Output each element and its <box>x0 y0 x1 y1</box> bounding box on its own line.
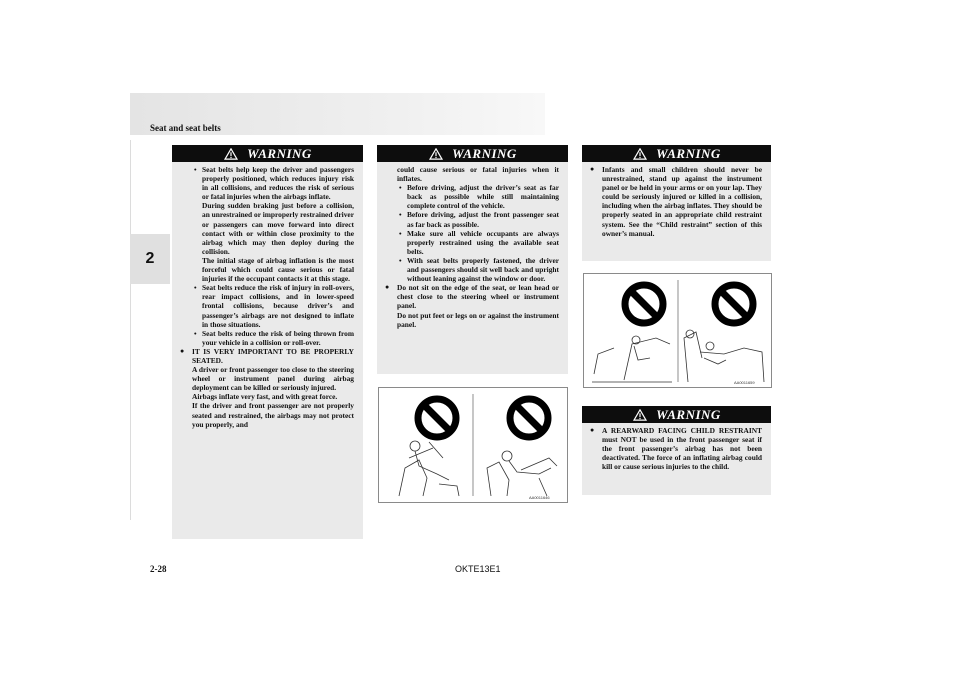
list-item: • Seat belts help keep the driver and passengers properly positioned, which reduces injury risk in all collisions, and reduces the risk of serious or fatal injuries when the airbags inflate. During sudden braking just before a collision, an unrestrained or improperly restrained driver or passengers can move forward into direct contact with or within close proximity to the airbag which may then deploy during the collision. The initial stage of airbag inflation is the most forceful which could cause serious or fatal injuries if the occupant contacts it at this stage. <box>192 165 354 283</box>
warning-triangle-icon <box>632 148 648 160</box>
section-title: Seat and seat belts <box>150 123 221 133</box>
list-item: • Make sure all vehicle occupants are always properly restrained using the available seat belts. <box>397 229 559 256</box>
list-item: • Seat belts reduce the risk of being thrown from your vehicle in a collision or roll-over. <box>192 329 354 347</box>
list-item: • Before driving, adjust the front passenger seat as far back as possible. <box>397 210 559 228</box>
prohibited-icon <box>418 399 456 437</box>
warning-triangle-icon <box>632 409 648 421</box>
illustration-child-unrestrained <box>583 273 772 388</box>
list-item: ● Do not sit on the edge of the seat, or lean head or chest close to the steering wheel or instrument panel. Do not put feet or legs on or against the instrument panel. <box>385 283 559 328</box>
warning-triangle-icon <box>223 148 239 160</box>
prohibited-icon <box>625 285 663 323</box>
warning-box-4 <box>582 406 771 495</box>
warning-box-3 <box>582 145 771 261</box>
prohibited-icon <box>715 285 753 323</box>
warning-box-1 <box>172 145 363 539</box>
warning-content: could cause serious or fatal injuries when it inflates. • Before driving, adjust the driver’s seat as far back as possible while still maintaining complete control of the vehicle. • Before driving, adjust the front passenger seat as far back as possible. • Make sure all vehicle occupants are always properly restrained using the available seat belts. • With seat belts properly fastened, the driver and passengers should sit well back and upright without leaning against the window or door. ● Do not sit on the edge of the seat, or lean head or chest close to the steering wheel or instrument panel. Do not put feet or legs on or against the instrument panel. <box>377 162 568 333</box>
margin-rule <box>130 140 131 520</box>
list-item: ● Infants and small children should never be unrestrained, stand up against the instrument panel or be held in your arms or on your lap. They could be seriously injured or killed in a collision, including when the airbag inflates. They should be properly seated in an appropriate child restraint system. See the “Child restraint” section of this owner’s manual. <box>590 165 762 238</box>
list-item: • With seat belts properly fastened, the driver and passengers should sit well back and upright without leaning against the window or door. <box>397 256 559 283</box>
illustration-code: AA0011659 <box>734 380 755 385</box>
page-number: 2-28 <box>150 564 167 574</box>
warning-title: WARNING <box>656 406 721 422</box>
warning-triangle-icon <box>428 148 444 160</box>
document-code: OKTE13E1 <box>455 564 501 574</box>
warning-title: WARNING <box>452 145 517 161</box>
seating-illustration <box>379 388 567 502</box>
warning-title: WARNING <box>656 145 721 161</box>
warning-header <box>582 145 771 162</box>
warning-header <box>582 406 771 423</box>
warning-content <box>172 162 363 433</box>
illustration-improper-seating <box>378 387 568 503</box>
list-item: • Seat belts reduce the risk of injury in roll-overs, rear impact collisions, and in lower-speed frontal collisions, because driver’s and passenger’s airbags are not designed to inflate in those situations. <box>192 283 354 328</box>
list-item: • Before driving, adjust the driver’s seat as far back as possible while still maintaining complete control of the vehicle. <box>397 183 559 210</box>
warning-header <box>377 145 568 162</box>
chapter-tab: 2 <box>130 234 170 284</box>
warning-content <box>582 162 771 242</box>
warning-box-2 <box>377 145 568 374</box>
warning-header <box>172 145 363 162</box>
warning-title: WARNING <box>247 145 312 161</box>
illustration-code: AA0011646 <box>529 495 550 500</box>
warning-content <box>582 423 771 475</box>
child-illustration <box>584 274 771 387</box>
list-item: ● A REARWARD FACING CHILD RESTRAINT must NOT be used in the front passenger seat if the front passenger’s airbag has not been deactivated. The force of an inflating airbag could kill or cause serious injuries to the child. <box>590 426 762 471</box>
prohibited-icon <box>510 399 548 437</box>
list-item: ● IT IS VERY IMPORTANT TO BE PROPERLY SEATED. A driver or front passenger too close to the steering wheel or instrument panel during airbag deployment can be killed or seriously injured. Airbags inflate very fast, and with great force. If the driver and front passenger are not properly seated and restrained, the airbags may not protect you properly, and <box>180 347 354 429</box>
